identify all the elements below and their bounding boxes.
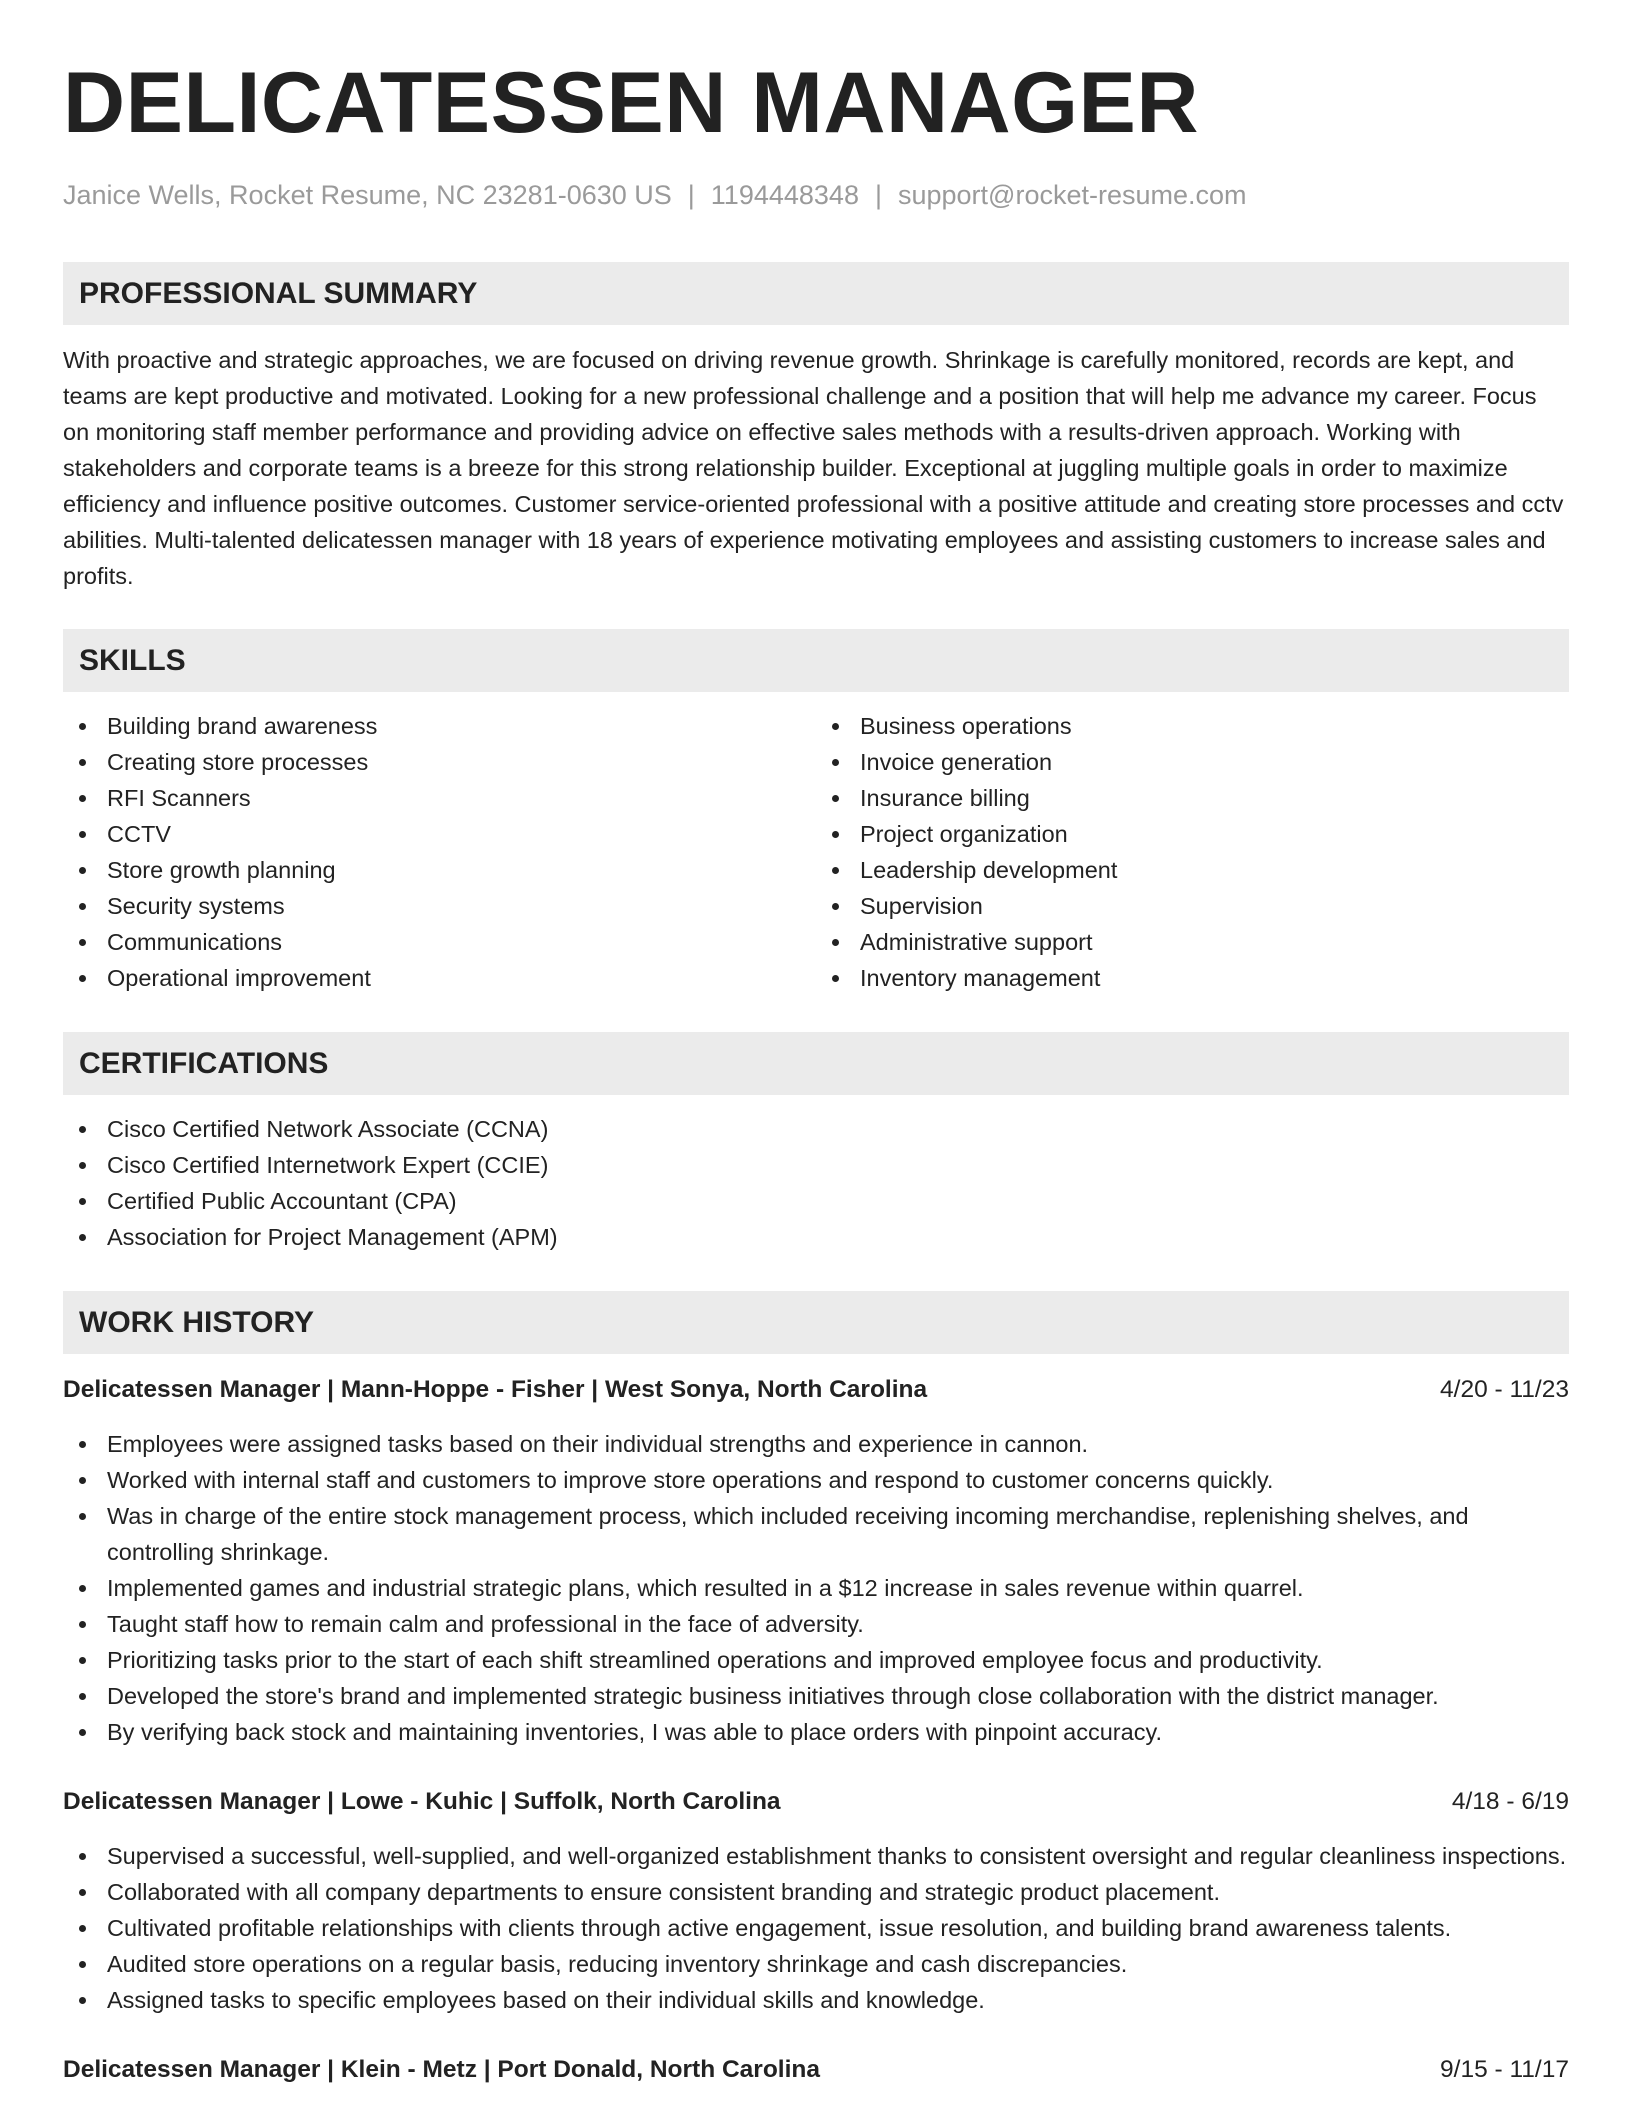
contact-separator: | (687, 180, 695, 210)
job-bullets (63, 1838, 1569, 2018)
job-dates: 9/15 - 11/17 (1440, 2056, 1569, 2083)
list-item: Cultivated profitable relationships with clients through active engagement, issue resolution, and building brand awareness talents. (63, 1910, 1569, 1946)
list-item: Assigned tasks to specific employees based on their individual skills and knowledge. (63, 1982, 1569, 2018)
job-entry (63, 1372, 1569, 1750)
list-item: Invoice generation (816, 744, 1569, 780)
job-entry (63, 1784, 1569, 2018)
list-item: Inventory management (816, 960, 1569, 996)
list-item: Project organization (816, 816, 1569, 852)
list-item: Store growth planning (63, 852, 816, 888)
job-entry (63, 2052, 1569, 2088)
contact-line (63, 178, 1569, 212)
list-item: By verifying back stock and maintaining inventories, I was able to place orders with pinpoint accuracy. (63, 1714, 1569, 1750)
list-item: Communications (63, 924, 816, 960)
contact-address: Janice Wells, Rocket Resume, NC 23281-0630 US (63, 180, 672, 210)
job-bullets (63, 1426, 1569, 1750)
job-dates: 4/18 - 6/19 (1451, 1788, 1569, 1815)
job-header (63, 1784, 1569, 1820)
list-item: Building brand awareness (63, 708, 816, 744)
skills-list (63, 708, 1569, 996)
list-item: Association for Project Management (APM) (63, 1219, 1569, 1255)
skills-column-left (63, 708, 816, 996)
list-item: Cisco Certified Network Associate (CCNA) (63, 1111, 1569, 1147)
certifications-list (63, 1111, 1569, 1255)
list-item: Was in charge of the entire stock management process, which included receiving incoming merchandise, replenishing shelves, and controlling shrinkage. (63, 1498, 1569, 1570)
contact-phone: 1194448348 (710, 180, 859, 210)
contact-separator: | (874, 180, 882, 210)
list-item: Insurance billing (816, 780, 1569, 816)
section-header-skills: SKILLS (63, 629, 1569, 692)
list-item: Audited store operations on a regular basis, reducing inventory shrinkage and cash discrepancies. (63, 1946, 1569, 1982)
list-item: Implemented games and industrial strategic plans, which resulted in a $12 increase in sales revenue within quarrel. (63, 1570, 1569, 1606)
section-header-summary: PROFESSIONAL SUMMARY (63, 262, 1569, 325)
page-title: DELICATESSEN MANAGER (63, 55, 1200, 151)
list-item: Prioritizing tasks prior to the start of each shift streamlined operations and improved employee focus and productivity. (63, 1642, 1569, 1678)
list-item: Certified Public Accountant (CPA) (63, 1183, 1569, 1219)
list-item: Leadership development (816, 852, 1569, 888)
list-item: Supervision (816, 888, 1569, 924)
list-item: Operational improvement (63, 960, 816, 996)
job-header (63, 1372, 1569, 1408)
list-item: Administrative support (816, 924, 1569, 960)
list-item: Employees were assigned tasks based on their individual strengths and experience in cannon. (63, 1426, 1569, 1462)
job-title: Delicatessen Manager | Klein - Metz | Port Donald, North Carolina (63, 2056, 821, 2083)
job-title: Delicatessen Manager | Lowe - Kuhic | Suffolk, North Carolina (63, 1788, 781, 1815)
list-item: Security systems (63, 888, 816, 924)
skills-column-right (816, 708, 1569, 996)
contact-email: support@rocket-resume.com (897, 180, 1247, 210)
list-item: Cisco Certified Internetwork Expert (CCIE) (63, 1147, 1569, 1183)
list-item: Supervised a successful, well-supplied, and well-organized establishment thanks to consistent oversight and regular cleanliness inspections. (63, 1838, 1569, 1874)
list-item: CCTV (63, 816, 816, 852)
list-item: Worked with internal staff and customers to improve store operations and respond to customer concerns quickly. (63, 1462, 1569, 1498)
list-item: Taught staff how to remain calm and professional in the face of adversity. (63, 1606, 1569, 1642)
section-header-certifications: CERTIFICATIONS (63, 1032, 1569, 1095)
job-title: Delicatessen Manager | Mann-Hoppe - Fisher | West Sonya, North Carolina (63, 1376, 928, 1403)
list-item: RFI Scanners (63, 780, 816, 816)
list-item: Collaborated with all company departments to ensure consistent branding and strategic product placement. (63, 1874, 1569, 1910)
section-header-work-history: WORK HISTORY (63, 1291, 1569, 1354)
job-dates: 4/20 - 11/23 (1440, 1376, 1569, 1403)
professional-summary-text: With proactive and strategic approaches, we are focused on driving revenue growth. Shrinkage is carefully monitored, records are kept, and teams are kept productive and motivated. Looking for a new professional challenge and a position that will help me advance my career. Focus on monitoring staff member performance and providing advice on effective sales methods with a results-driven approach. Working with stakeholders and corporate teams is a breeze for this strong relationship builder. Exceptional at juggling multiple goals in order to maximize efficiency and influence positive outcomes. Customer service-oriented professional with a positive attitude and creating store processes and cctv abilities. Multi-talented delicatessen manager with 18 years of experience motivating employees and assisting customers to increase sales and profits. (63, 347, 1564, 589)
job-header (63, 2052, 1569, 2088)
list-item: Creating store processes (63, 744, 816, 780)
list-item: Business operations (816, 708, 1569, 744)
list-item: Developed the store's brand and implemented strategic business initiatives through close collaboration with the district manager. (63, 1678, 1569, 1714)
